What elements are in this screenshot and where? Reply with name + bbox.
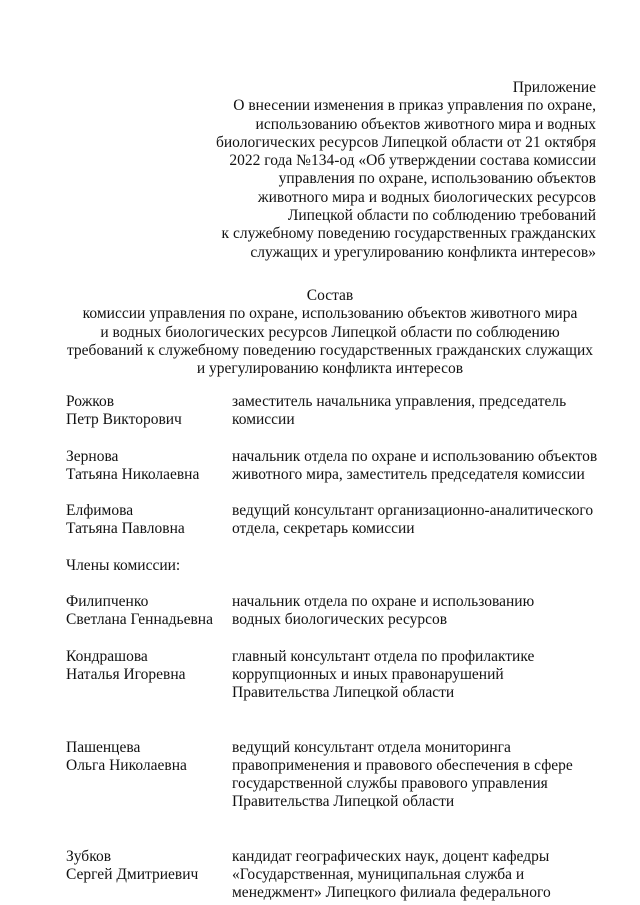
member-name (66, 593, 232, 630)
position-line: отдела, секретарь комиссии (232, 520, 415, 538)
position-line: главный консультант отдела по профилактике (232, 647, 535, 665)
appendix-line: к служебному поведению государственных гражданских (221, 225, 596, 243)
members-heading: Члены комиссии: (66, 556, 181, 574)
member-surname: Кондрашова (66, 647, 148, 665)
composition-line: требований к служебному поведению государственных гражданских служащих (66, 341, 594, 359)
member-name (66, 393, 232, 430)
composition-title: Состав (306, 287, 354, 304)
member-entry (66, 648, 626, 703)
member-name (66, 848, 232, 903)
composition-line: и урегулированию конфликта интересов (196, 360, 464, 378)
member-position (232, 502, 626, 539)
member-entry (66, 848, 626, 903)
member-surname: Пашенцева (66, 738, 141, 756)
member-surname: Зернова (66, 447, 119, 465)
position-line: государственной службы правового управления (232, 775, 548, 793)
member-given-name: Ольга Николаевна (66, 756, 187, 774)
appendix-line: животного мира и водных биологических ресурсов (257, 188, 596, 206)
commission-list (66, 393, 626, 903)
appendix-line: биологических ресурсов Липецкой области от 21 октября (216, 133, 597, 151)
position-line: правоприменения и правового обеспечения в сфере (232, 756, 573, 774)
appendix-line: использованию объектов животного мира и водных (255, 115, 596, 133)
position-line: ведущий консультант отдела мониторинга (232, 738, 511, 756)
position-line: Правительства Липецкой области (232, 793, 455, 811)
position-line: водных биологических ресурсов (232, 611, 448, 629)
member-name (66, 448, 232, 485)
position-line: комиссии (232, 411, 295, 429)
composition-heading (50, 287, 610, 378)
position-line: Правительства Липецкой области (232, 684, 455, 702)
member-position (232, 393, 626, 430)
member-surname: Рожков (66, 393, 115, 410)
position-line: кандидат географических наук, доцент кафедры (232, 847, 550, 865)
appendix-header (216, 79, 596, 262)
composition-line: комиссии управления по охране, использованию объектов животного мира (82, 305, 578, 323)
member-given-name: Наталья Игоревна (66, 665, 186, 683)
member-position (232, 848, 626, 903)
member-given-name: Татьяна Николаевна (66, 465, 200, 483)
appendix-line: О внесении изменения в приказ управления по охране, (233, 97, 596, 115)
member-entry (66, 739, 626, 812)
position-line: менеджмент» Липецкого филиала федерального (232, 884, 551, 902)
appendix-line: управления по охране, использованию объектов (278, 170, 596, 188)
member-entry (66, 448, 626, 485)
position-line: коррупционных и иных правонарушений (232, 665, 504, 683)
position-line: ведущий консультант организационно-аналитического (232, 502, 594, 520)
appendix-line: Приложение (512, 79, 596, 96)
member-position (232, 593, 626, 630)
appendix-line: служащих и урегулированию конфликта интересов» (250, 243, 596, 261)
position-line: начальник отдела по охране и использованию объектов (232, 447, 598, 465)
member-given-name: Татьяна Павловна (66, 520, 185, 538)
appendix-line: Липецкой области по соблюдению требований (287, 207, 596, 225)
member-position (232, 648, 626, 703)
member-surname: Елфимова (66, 502, 134, 520)
member-entry (66, 502, 626, 539)
member-name (66, 739, 232, 812)
member-position (232, 448, 626, 485)
position-line: начальник отдела по охране и использованию (232, 593, 535, 611)
member-given-name: Сергей Дмитриевич (66, 866, 199, 884)
member-position (232, 739, 626, 812)
position-line: заместитель начальника управления, председатель (232, 393, 567, 410)
member-entry (66, 593, 626, 630)
member-given-name: Светлана Геннадьевна (66, 611, 213, 629)
member-entry (66, 393, 626, 430)
member-surname: Зубков (66, 847, 112, 865)
position-line: животного мира, заместитель председателя комиссии (232, 465, 585, 483)
member-given-name: Петр Викторович (66, 411, 182, 429)
member-surname: Филипченко (66, 593, 149, 611)
member-name (66, 648, 232, 703)
position-line: «Государственная, муниципальная служба и (232, 866, 525, 884)
member-name (66, 502, 232, 539)
appendix-line: 2022 года №134-од «Об утверждении состава комиссии (229, 152, 596, 170)
composition-line: и водных биологических ресурсов Липецкой области по соблюдению (100, 323, 560, 341)
